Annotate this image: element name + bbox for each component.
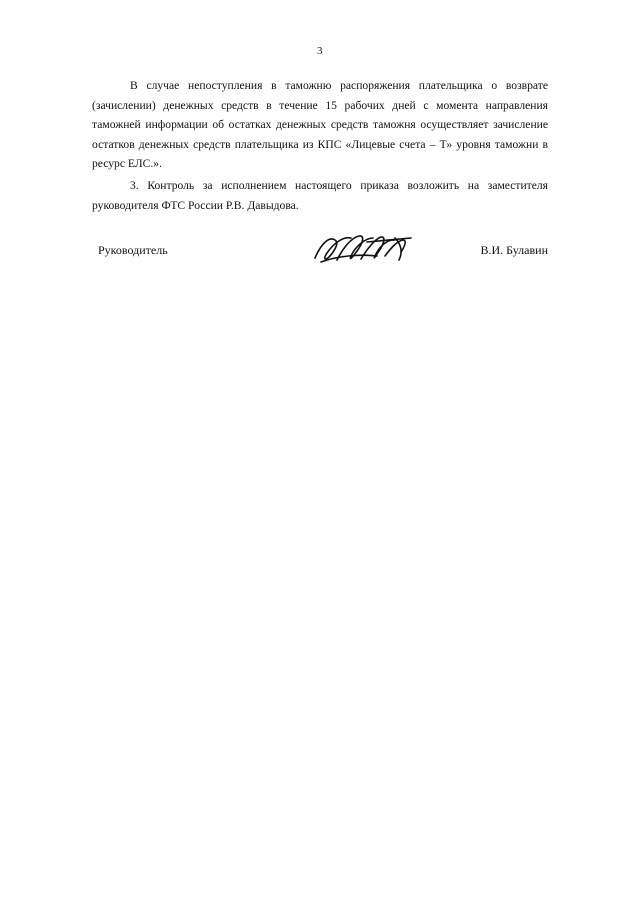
document-body [92, 76, 548, 215]
paragraph-2: 3. Контроль за исполнением настоящего приказа возложить на заместителя руководителя ФТС России Р.В. Давыдова. [92, 178, 548, 212]
paragraph-1: В случае непоступления в таможню распоряжения плательщика о возврате (зачислении) денежных средств в течение 15 рабочих дней с момента направления таможней информации об остатках денежных средств таможня осуществляет зачисление остатков денежных средств плательщика из КПС «Лицевые счета – Т» уровня таможни в ресурс ЕЛС.». [92, 79, 548, 171]
page-number: 3 [317, 45, 323, 57]
signature-block [92, 240, 548, 280]
signatory-name: В.И. Булавин [480, 243, 548, 257]
signatory-role: Руководитель [98, 243, 168, 257]
signature-icon [307, 226, 427, 272]
